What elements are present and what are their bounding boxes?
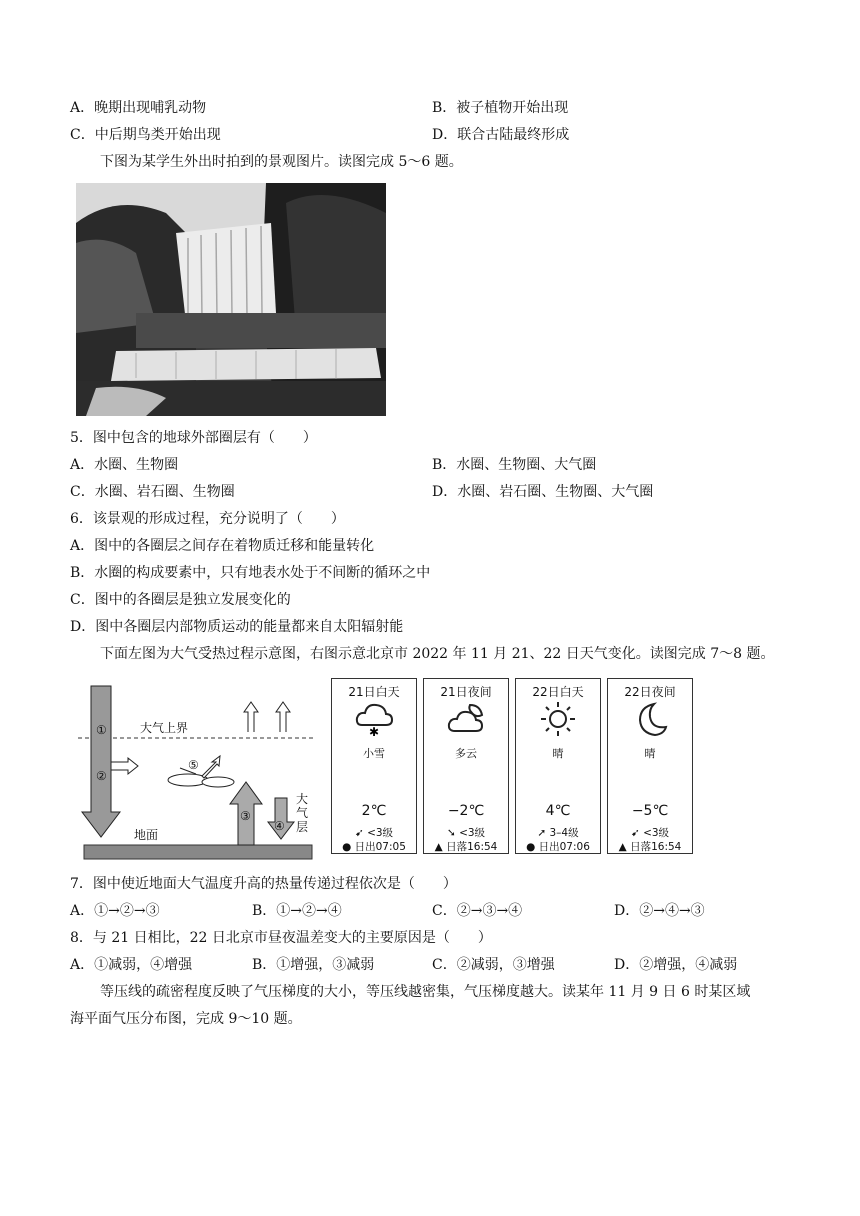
intro-q9-q10-line2: 海平面气压分布图，完成 9～10 题。 (70, 1011, 302, 1027)
weather-wind-value: 3–4级 (549, 827, 579, 839)
weather-sun-time: ● 日出07:05 (342, 841, 406, 853)
weather-card-21-day (331, 678, 417, 854)
atmosphere-label: 大气层 (296, 792, 309, 834)
q5-option-a: A．水圈、生物圈 (70, 457, 179, 473)
ground-label: 地面 (134, 828, 159, 842)
weather-condition: 晴 (552, 747, 564, 760)
q6-option-c: C．图中的各圈层是独立发展变化的 (70, 592, 291, 608)
weather-card-title: 22日白天 (532, 685, 584, 699)
q7-option-b: B．①→②→④ (252, 903, 342, 919)
label-1: ① (96, 723, 107, 737)
atmosphere-heating-diagram (78, 682, 318, 862)
waterfall-photo (76, 183, 386, 416)
q4-option-b: B．被子植物开始出现 (432, 100, 569, 116)
q5-option-b: B．水圈、生物圈、大气圈 (432, 457, 597, 473)
q7-option-a: A．①→②→③ (70, 903, 160, 919)
q6-stem: 6．该景观的形成过程，充分说明了（ ） (70, 511, 345, 527)
weather-wind: ➹ <3级 (630, 827, 670, 839)
weather-wind: ➘ <3级 (446, 827, 486, 839)
weather-temperature: 2℃ (361, 803, 387, 819)
weather-wind-value: <3级 (643, 827, 670, 839)
q8-stem: 8．与 21 日相比，22 日北京市昼夜温差变大的主要原因是（ ） (70, 930, 492, 946)
q5-option-d: D．水圈、岩石圈、生物圈、大气圈 (432, 484, 654, 500)
weather-card-22-day (515, 678, 601, 854)
weather-sun-value: 日出07:06 (538, 841, 590, 853)
intro-q5-q6: 下图为某学生外出时拍到的景观图片。读图完成 5～6 题。 (100, 154, 463, 170)
weather-card-title: 21日白天 (348, 685, 400, 699)
svg-text:✱: ✱ (368, 725, 380, 739)
weather-card-22-night (607, 678, 693, 854)
q6-option-a: A．图中的各圈层之间存在着物质迁移和能量转化 (70, 538, 375, 554)
q7-stem: 7．图中使近地面大气温度升高的热量传递过程依次是（ ） (70, 876, 457, 892)
label-4: ④ (274, 819, 285, 833)
weather-wind-value: <3级 (367, 827, 394, 839)
q8-option-a: A．①减弱，④增强 (70, 957, 193, 973)
weather-temperature: −2℃ (447, 803, 485, 819)
intro-q9-q10-line1: 等压线的疏密程度反映了气压梯度的大小，等压线越密集，气压梯度越大。读某年 11 月 9 日 6 时某区域 (100, 984, 751, 1000)
weather-sun-time: ▲ 日落16:54 (434, 841, 498, 853)
sun-icon (538, 699, 578, 739)
label-2: ② (96, 769, 107, 783)
weather-wind-value: <3级 (459, 827, 486, 839)
weather-wind: ➚ 3–4级 (537, 827, 579, 839)
upper-boundary-label: 大气上界 (140, 721, 189, 735)
weather-condition: 小雪 (363, 747, 385, 760)
weather-sun-value: 日落16:54 (446, 841, 498, 853)
q8-option-d: D．②增强，④减弱 (614, 957, 738, 973)
q5-option-c: C．水圈、岩石圈、生物圈 (70, 484, 235, 500)
q5-stem: 5．图中包含的地球外部圈层有（ ） (70, 430, 317, 446)
label-3: ③ (240, 809, 251, 823)
q6-option-d: D．图中各圈层内部物质运动的能量都来自太阳辐射能 (70, 619, 404, 635)
moon-icon (630, 699, 670, 739)
weather-wind: ➹ <3级 (354, 827, 394, 839)
weather-temperature: −5℃ (631, 803, 669, 819)
snow-cloud-icon (354, 699, 394, 739)
q7-option-c: C．②→③→④ (432, 903, 523, 919)
weather-sun-value: 日出07:05 (354, 841, 406, 853)
cloudy-night-icon (446, 699, 486, 739)
weather-card-title: 22日夜间 (624, 685, 676, 699)
weather-sun-time: ▲ 日落16:54 (618, 841, 682, 853)
weather-card-21-night (423, 678, 509, 854)
weather-card-title: 21日夜间 (440, 685, 492, 699)
weather-condition: 晴 (644, 747, 656, 760)
q8-option-c: C．②减弱，③增强 (432, 957, 555, 973)
weather-temperature: 4℃ (545, 803, 571, 819)
intro-q7-q8: 下面左图为大气受热过程示意图，右图示意北京市 2022 年 11 月 21、22 日天气变化。读图完成 7～8 题。 (100, 646, 775, 662)
q8-option-b: B．①增强，③减弱 (252, 957, 375, 973)
q6-option-b: B．水圈的构成要素中，只有地表水处于不间断的循环之中 (70, 565, 431, 581)
weather-sun-value: 日落16:54 (630, 841, 682, 853)
weather-condition: 多云 (455, 747, 477, 760)
q4-option-d: D．联合古陆最终形成 (432, 127, 570, 143)
weather-sun-time: ● 日出07:06 (526, 841, 590, 853)
q4-option-a: A．晚期出现哺乳动物 (70, 100, 207, 116)
label-5: ⑤ (188, 758, 199, 772)
q4-option-c: C．中后期鸟类开始出现 (70, 127, 221, 143)
q7-option-d: D．②→④→③ (614, 903, 705, 919)
